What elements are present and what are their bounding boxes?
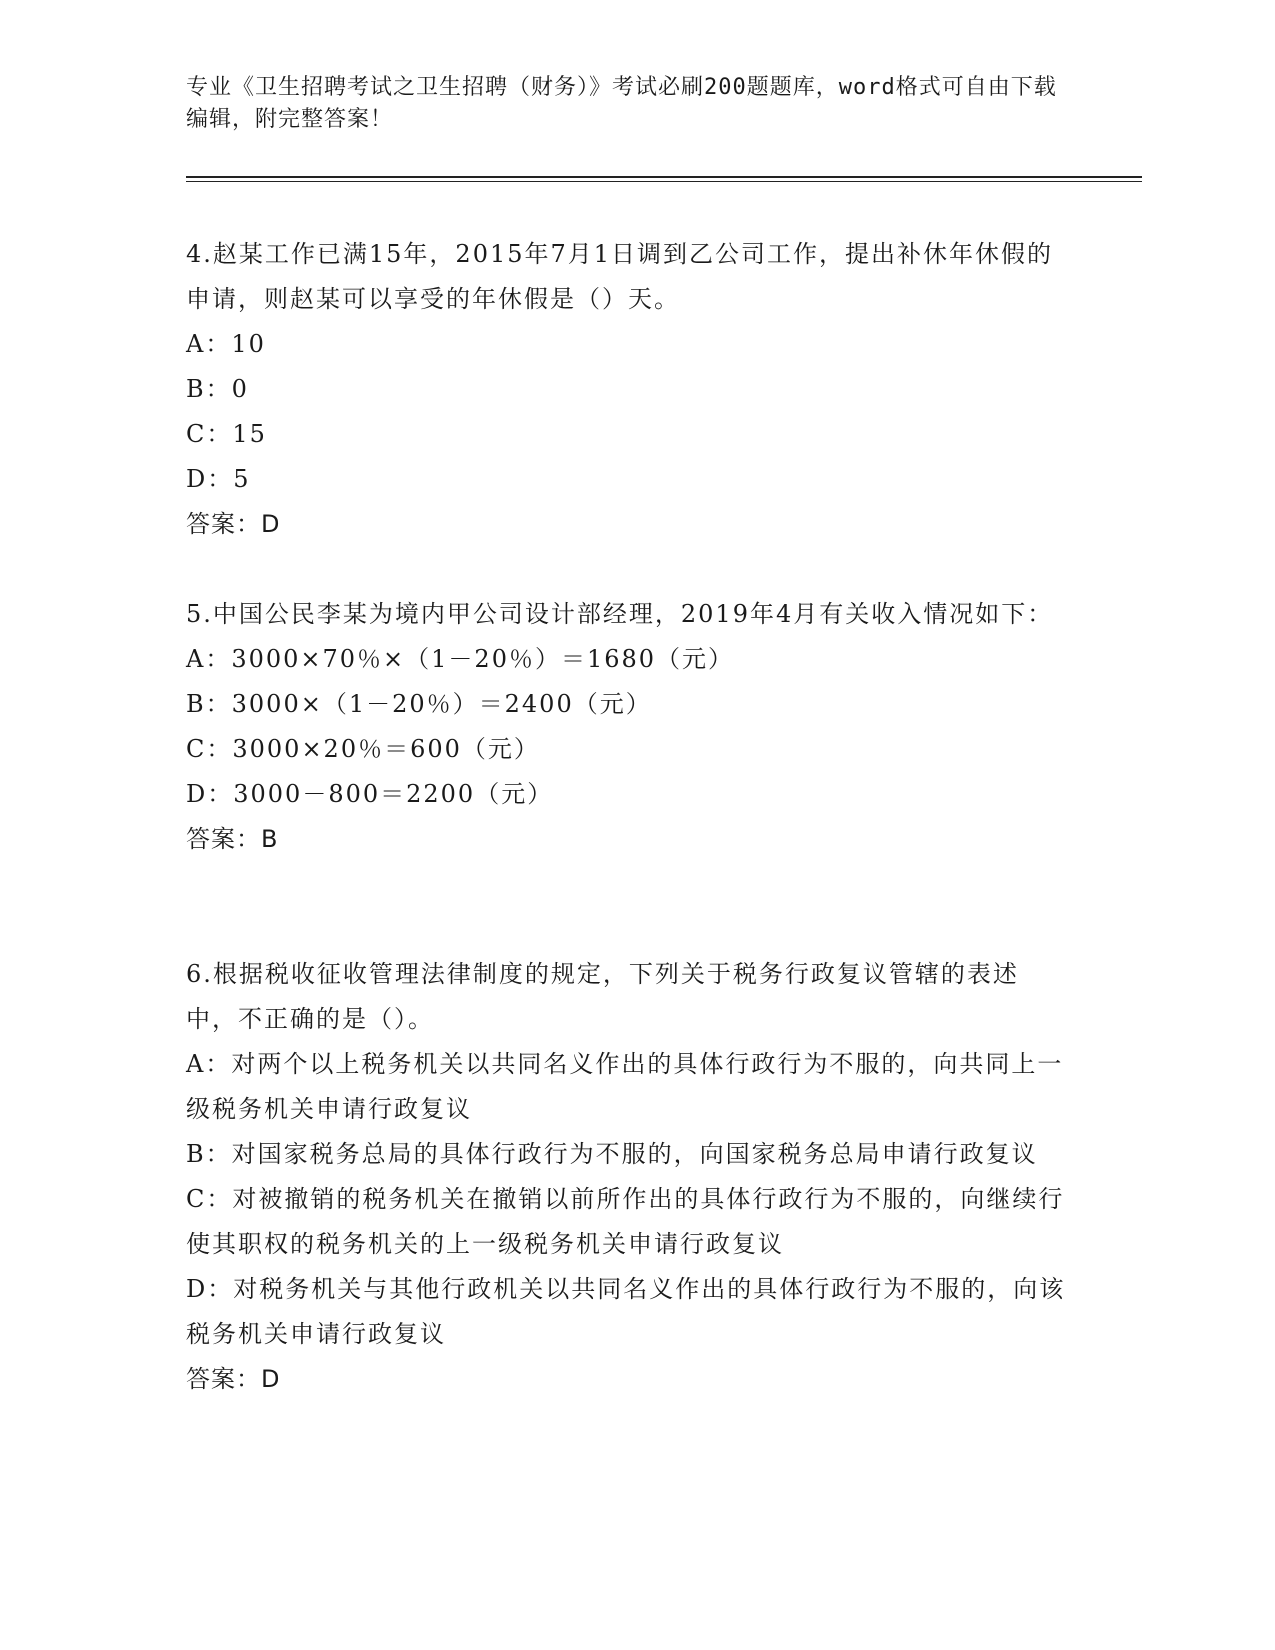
- answer-line: 答案：D: [186, 510, 281, 538]
- option-b: B：对国家税务总局的具体行政行为不服的，向国家税务总局申请行政复议: [186, 1140, 1038, 1168]
- option-d: D：5: [186, 465, 251, 493]
- option-c: C：对被撤销的税务机关在撤销以前所作出的具体行政行为不服的，向继续行使其职权的税务机关的上一级税务机关申请行政复议: [186, 1185, 1065, 1258]
- option-b: B：3000×（1－20％）＝2400（元）: [186, 690, 652, 718]
- question-stem: 6.根据税收征收管理法律制度的规定，下列关于税务行政复议管辖的表述中，不正确的是（）。: [186, 960, 1019, 1033]
- header-divider-thick: [186, 176, 1142, 178]
- answer-line: 答案：D: [186, 1365, 281, 1393]
- option-d: D：3000－800＝2200（元）: [186, 780, 554, 808]
- option-c: C：15: [186, 420, 267, 448]
- option-a: A：3000×70％×（1－20％）＝1680（元）: [186, 645, 735, 673]
- option-a: A：10: [186, 330, 266, 358]
- question-stem: 4.赵某工作已满15年，2015年7月1日调到乙公司工作，提出补休年休假的申请，则赵某可以享受的年休假是（）天。: [186, 240, 1054, 313]
- document-header-title: 专业《卫生招聘考试之卫生招聘（财务）》考试必刷200题题库，word格式可自由下载编辑，附完整答案！: [186, 75, 1057, 132]
- question-stem: 5.中国公民李某为境内甲公司设计部经理，2019年4月有关收入情况如下：: [186, 600, 1054, 628]
- question-5: [186, 592, 1066, 862]
- answer-line: 答案：B: [186, 825, 279, 853]
- option-c: C：3000×20％＝600（元）: [186, 735, 540, 763]
- question-4: [186, 232, 1066, 547]
- option-b: B：0: [186, 375, 249, 403]
- header-divider-thin: [186, 181, 1142, 182]
- question-6: [186, 952, 1066, 1402]
- option-d: D：对税务机关与其他行政机关以共同名义作出的具体行政行为不服的，向该税务机关申请行政复议: [186, 1275, 1066, 1348]
- option-a: A：对两个以上税务机关以共同名义作出的具体行政行为不服的，向共同上一级税务机关申请行政复议: [186, 1050, 1064, 1123]
